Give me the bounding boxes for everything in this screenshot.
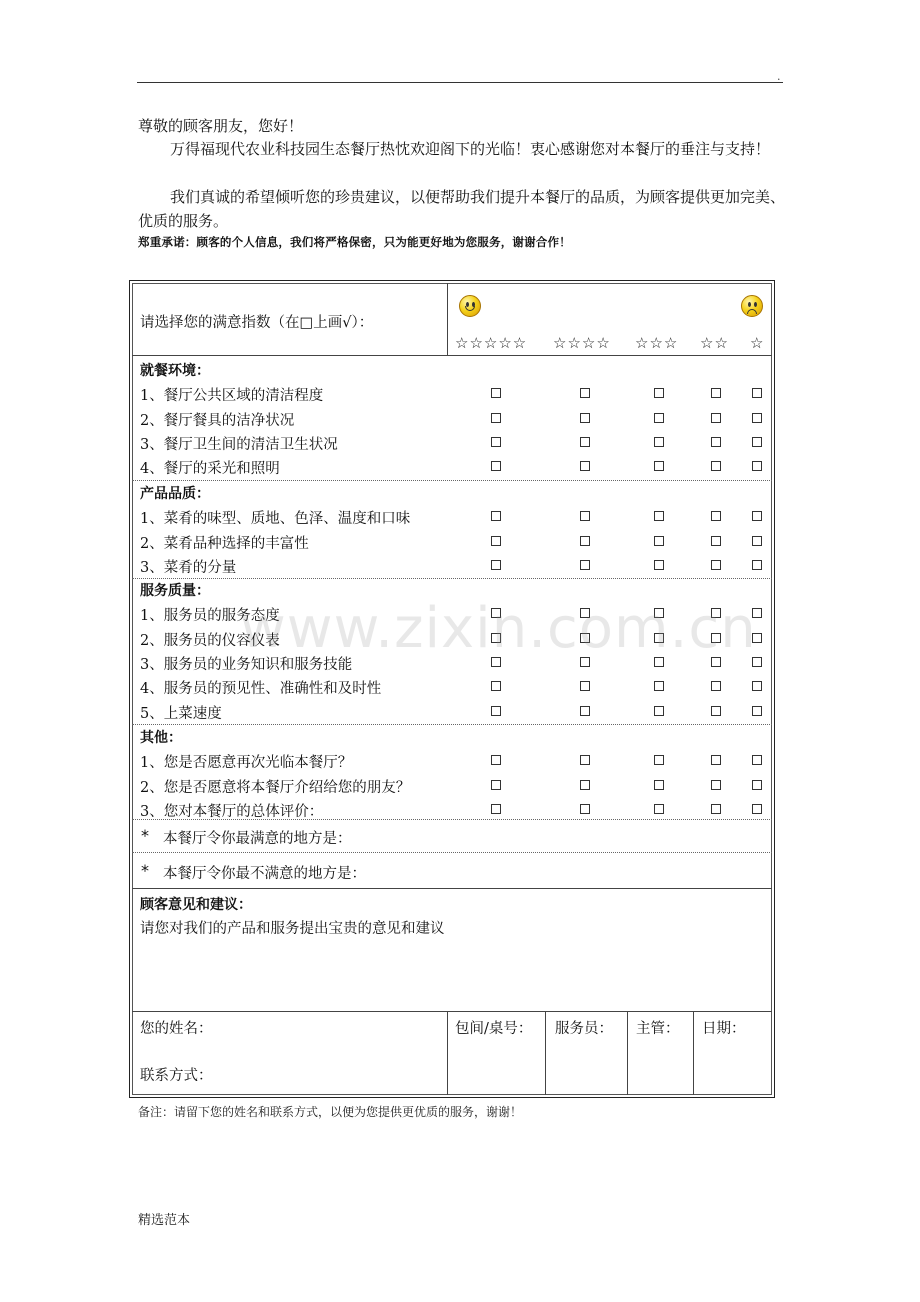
rating-checkbox-2[interactable] [711,804,721,814]
question-label: 3、菜肴的分量 [140,559,237,576]
rating-checkbox-4[interactable] [580,461,590,471]
room-table-field-label: 包间/桌号： [455,1021,533,1037]
rating-stars-3: ☆☆☆ [635,334,679,352]
suggestions-title: 顾客意见和建议： [140,897,252,913]
rating-checkbox-3[interactable] [654,755,664,765]
rating-checkbox-1[interactable] [752,706,762,716]
rating-checkbox-5[interactable] [491,681,501,691]
rating-checkbox-4[interactable] [580,804,590,814]
question-label: 2、餐厅餐具的洁净状况 [140,412,295,429]
rating-checkbox-5[interactable] [491,511,501,521]
question-label: 3、服务员的业务知识和服务技能 [140,656,353,673]
rating-checkbox-2[interactable] [711,388,721,398]
rating-checkbox-1[interactable] [752,388,762,398]
greeting: 尊敬的顾客朋友，您好！ [138,117,304,135]
section-title: 就餐环境： [140,363,210,379]
section-title: 服务质量： [140,583,210,599]
rating-checkbox-5[interactable] [491,461,501,471]
question-label: 2、服务员的仪容仪表 [140,632,280,649]
rating-checkbox-2[interactable] [711,511,721,521]
rating-checkbox-2[interactable] [711,560,721,570]
section-title: 产品品质： [140,486,210,502]
question-label: 2、菜肴品种选择的丰富性 [140,535,309,552]
rating-checkbox-5[interactable] [491,560,501,570]
name-field-label: 您的姓名： [140,1021,213,1037]
rating-checkbox-5[interactable] [491,413,501,423]
rating-stars-4: ☆☆☆☆ [553,334,611,352]
footnote: 备注：请留下您的姓名和联系方式，以便为您提供更优质的服务，谢谢！ [138,1105,523,1119]
rating-checkbox-1[interactable] [752,804,762,814]
rating-checkbox-3[interactable] [654,413,664,423]
question-label: 1、服务员的服务态度 [140,608,280,625]
rating-checkbox-2[interactable] [711,706,721,716]
question-label: 3、您对本餐厅的总体评价： [140,803,324,820]
footer-column-divider [545,1011,546,1095]
footer-column-divider [447,1011,448,1095]
rating-checkbox-2[interactable] [711,413,721,423]
rating-checkbox-1[interactable] [752,780,762,790]
rating-checkbox-3[interactable] [654,461,664,471]
rating-checkbox-3[interactable] [654,511,664,521]
question-label: 4、服务员的预见性、准确性和及时性 [140,681,382,698]
question-label: 2、您是否愿意将本餐厅介绍给您的朋友？ [140,779,411,796]
rating-checkbox-4[interactable] [580,413,590,423]
rating-checkbox-5[interactable] [491,388,501,398]
rating-checkbox-2[interactable] [711,681,721,691]
smiley-happy-icon [459,295,481,317]
date-field-label: 日期： [702,1021,746,1037]
rating-checkbox-4[interactable] [580,681,590,691]
rating-checkbox-1[interactable] [752,681,762,691]
rating-checkbox-1[interactable] [752,437,762,447]
watermark: www.zixin.com.cn [240,596,757,661]
smiley-sad-icon [741,295,763,317]
rating-checkbox-1[interactable] [752,413,762,423]
rating-checkbox-2[interactable] [711,755,721,765]
rating-checkbox-1[interactable] [752,461,762,471]
rating-checkbox-1[interactable] [752,511,762,521]
page-footer: 精选范本 [138,1213,191,1228]
rating-checkbox-4[interactable] [580,755,590,765]
satisfaction-prompt: 请选择您的满意指数（在□上画√）： [140,315,374,331]
waiter-field-label: 服务员： [555,1021,613,1037]
bullet-asterisk: * [141,826,149,845]
rating-checkbox-3[interactable] [654,536,664,546]
rating-checkbox-3[interactable] [654,780,664,790]
row-divider [132,724,772,725]
rating-checkbox-1[interactable] [752,536,762,546]
intro-paragraph-2: 我们真诚的希望倾听您的珍贵建议，以便帮助我们提升本餐厅的品质，为顾客提供更加完美、优质的服务。 [138,188,786,230]
most-satisfied-label: 本餐厅令你最满意的地方是： [163,831,352,847]
rating-checkbox-4[interactable] [580,437,590,447]
row-divider [132,888,772,889]
rating-checkbox-2[interactable] [711,536,721,546]
rating-checkbox-5[interactable] [491,755,501,765]
rating-checkbox-1[interactable] [752,755,762,765]
rating-checkbox-5[interactable] [491,706,501,716]
question-label: 1、菜肴的味型、质地、色泽、温度和口味 [140,511,411,528]
rating-checkbox-4[interactable] [580,706,590,716]
rating-checkbox-2[interactable] [711,461,721,471]
row-divider [132,1011,772,1012]
question-label: 1、餐厅公共区域的清洁程度 [140,388,324,405]
question-label: 5、上菜速度 [140,705,222,722]
rating-checkbox-2[interactable] [711,780,721,790]
rating-stars-1: ☆ [750,334,765,352]
rating-checkbox-3[interactable] [654,706,664,716]
bullet-asterisk: * [141,861,149,880]
least-satisfied-label: 本餐厅令你最不满意的地方是： [163,866,366,882]
rating-checkbox-3[interactable] [654,560,664,570]
rating-checkbox-5[interactable] [491,804,501,814]
rating-checkbox-4[interactable] [580,560,590,570]
row-divider [132,480,772,481]
row-divider [132,355,772,356]
footer-column-divider [627,1011,628,1095]
rating-checkbox-5[interactable] [491,437,501,447]
rating-checkbox-5[interactable] [491,536,501,546]
rating-checkbox-3[interactable] [654,388,664,398]
rating-checkbox-4[interactable] [580,780,590,790]
row-divider [132,578,772,579]
rating-checkbox-2[interactable] [711,437,721,447]
rating-checkbox-3[interactable] [654,804,664,814]
intro-paragraph-1: 万得福现代农业科技园生态餐厅热忱欢迎阁下的光临！衷心感谢您对本餐厅的垂注与支持！ [170,140,771,158]
rating-stars-2: ☆☆ [700,334,729,352]
question-label: 1、您是否愿意再次光临本餐厅？ [140,755,353,772]
suggestions-prompt: 请您对我们的产品和服务提出宝贵的意见和建议 [140,921,445,937]
rating-checkbox-4[interactable] [580,511,590,521]
question-label: 3、餐厅卫生间的清洁卫生状况 [140,436,338,453]
rating-checkbox-5[interactable] [491,780,501,790]
header-dot: . [777,70,781,83]
question-label: 4、餐厅的采光和照明 [140,461,280,478]
rating-stars-5: ☆☆☆☆☆ [455,334,528,352]
header-divider [447,283,448,356]
contact-field-label: 联系方式： [140,1068,213,1084]
section-title: 其他： [140,730,182,746]
row-divider [132,852,772,853]
supervisor-field-label: 主管： [636,1021,680,1037]
rating-checkbox-3[interactable] [654,437,664,447]
footer-column-divider [693,1011,694,1095]
rating-checkbox-1[interactable] [752,560,762,570]
row-divider [132,819,772,820]
rating-checkbox-4[interactable] [580,536,590,546]
privacy-promise: 郑重承诺：顾客的个人信息，我们将严格保密，只为能更好地为您服务，谢谢合作！ [138,235,571,249]
rating-checkbox-4[interactable] [580,388,590,398]
rating-checkbox-3[interactable] [654,681,664,691]
